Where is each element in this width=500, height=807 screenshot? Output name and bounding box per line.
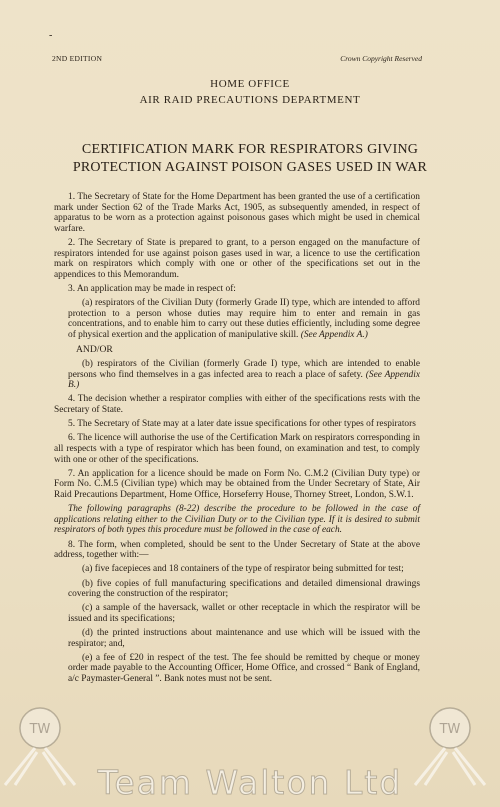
document-title-line-2: PROTECTION AGAINST POISON GASES USED IN WAR (72, 160, 428, 175)
paragraph-8b: (b) five copies of full manufacturing specifications and detailed dimensional drawings covering the construction of the respirator; (68, 578, 420, 600)
paragraph-7: 7. An application for a licence should be made on Form No. C.M.2 (Civilian Duty type) or Form No. C.M.5 (Civilian type) which may be obtained from the Under Secretary of State, Air Raid Precautions Department, Home Office, Horseferry House, Thorney Street, London, S.W.1. (54, 468, 420, 500)
paragraph-4: 4. The decision whether a respirator complies with either of the specifications rests with the Secretary of State. (54, 394, 420, 416)
paragraph-8e: (e) a fee of £20 in respect of the test. The fee should be remitted by cheque or money order made payable to the Accounting Officer, Home Office, and crossed “ Bank of England, a/c Paymaster-General ”. Bank notes must not be sent. (68, 652, 420, 685)
watermark-text: Team Walton Ltd (97, 763, 403, 802)
appendix-b-reference: (See Appendix B.) (68, 369, 420, 391)
paragraph-8d: (d) the printed instructions about maintenance and use which will be issued with the respirator; and, (68, 628, 420, 649)
paragraph-3a-text: (a) respirators of the Civilian Duty (formerly Grade II) type, which are intended to afford protection to a person whose duties may require him to enter and remain in gas concentrations, and to enable him to carry out these duties efficiently, including some degree of physical exertion and the application of manipulative skill. (68, 298, 420, 340)
svg-text:TW: TW (29, 722, 51, 737)
subdepartment-heading: AIR RAID PRECAUTIONS DEPARTMENT (139, 94, 361, 106)
paragraph-5: 5. The Secretary of State may at a later date issue specifications for other types of respirators (68, 419, 416, 430)
edition-label: 2ND EDITION (52, 54, 103, 63)
paragraph-3b (68, 359, 420, 391)
document-body (54, 192, 420, 688)
paragraph-3: 3. An application may be made in respect of: (68, 283, 236, 294)
paragraph-3a (68, 298, 420, 340)
paragraph-2: 2. The Secretary of State is prepared to grant, to a person engaged on the manufacture of respirators intended for use against poison gases used in war, a licence to use the certification mark on respirators which comply with one or other of the specifications set out in the appendices to this Memorandum. (54, 237, 420, 280)
paragraph-8: 8. The form, when completed, should be sent to the Under Secretary of State at the above address, together with:— (54, 539, 420, 561)
paragraph-8c: (c) a sample of the haversack, wallet or other receptacle in which the respirator will be issued and its specifications; (68, 603, 420, 624)
paragraph-3b-text: (b) respirators of the Civilian (formerly Grade I) type, which are intended to enable persons who find themselves in a gas infected area to reach a place of safety. (68, 359, 420, 380)
and-or-divider: AND/OR (76, 343, 113, 355)
procedure-note: The following paragraphs (8-22) describe the procedure to be followed in the case of applications relating either to the Civilian Duty or to the Civilian type. If it is desired to submit respirators of both types this procedure must be followed in the case of each. (54, 504, 420, 536)
paragraph-8a: (a) five facepieces and 18 containers of the type of respirator being submitted for test; (82, 564, 404, 575)
margin-mark: - (49, 30, 53, 41)
appendix-a-reference: (See Appendix A.) (300, 329, 368, 340)
document-title-line-1: CERTIFICATION MARK FOR RESPIRATORS GIVING (81, 142, 419, 157)
department-heading: HOME OFFICE (210, 78, 290, 90)
svg-text:TW: TW (439, 722, 461, 737)
paragraph-1: 1. The Secretary of State for the Home Department has been granted the use of a certification mark under Section 62 of the Trade Marks Act, 1905, as subsequently amended, in respect of apparatus to be worn as a protection against poisonous gases which might be used in chemical warfare. (54, 192, 420, 234)
paragraph-6: 6. The licence will authorise the use of the Certification Mark on respirators corresponding in all respects with a type of respirator which has been found, on examination and test, to comply with one or other of the specifications. (54, 433, 420, 465)
copyright-notice: Crown Copyright Reserved (340, 54, 422, 63)
